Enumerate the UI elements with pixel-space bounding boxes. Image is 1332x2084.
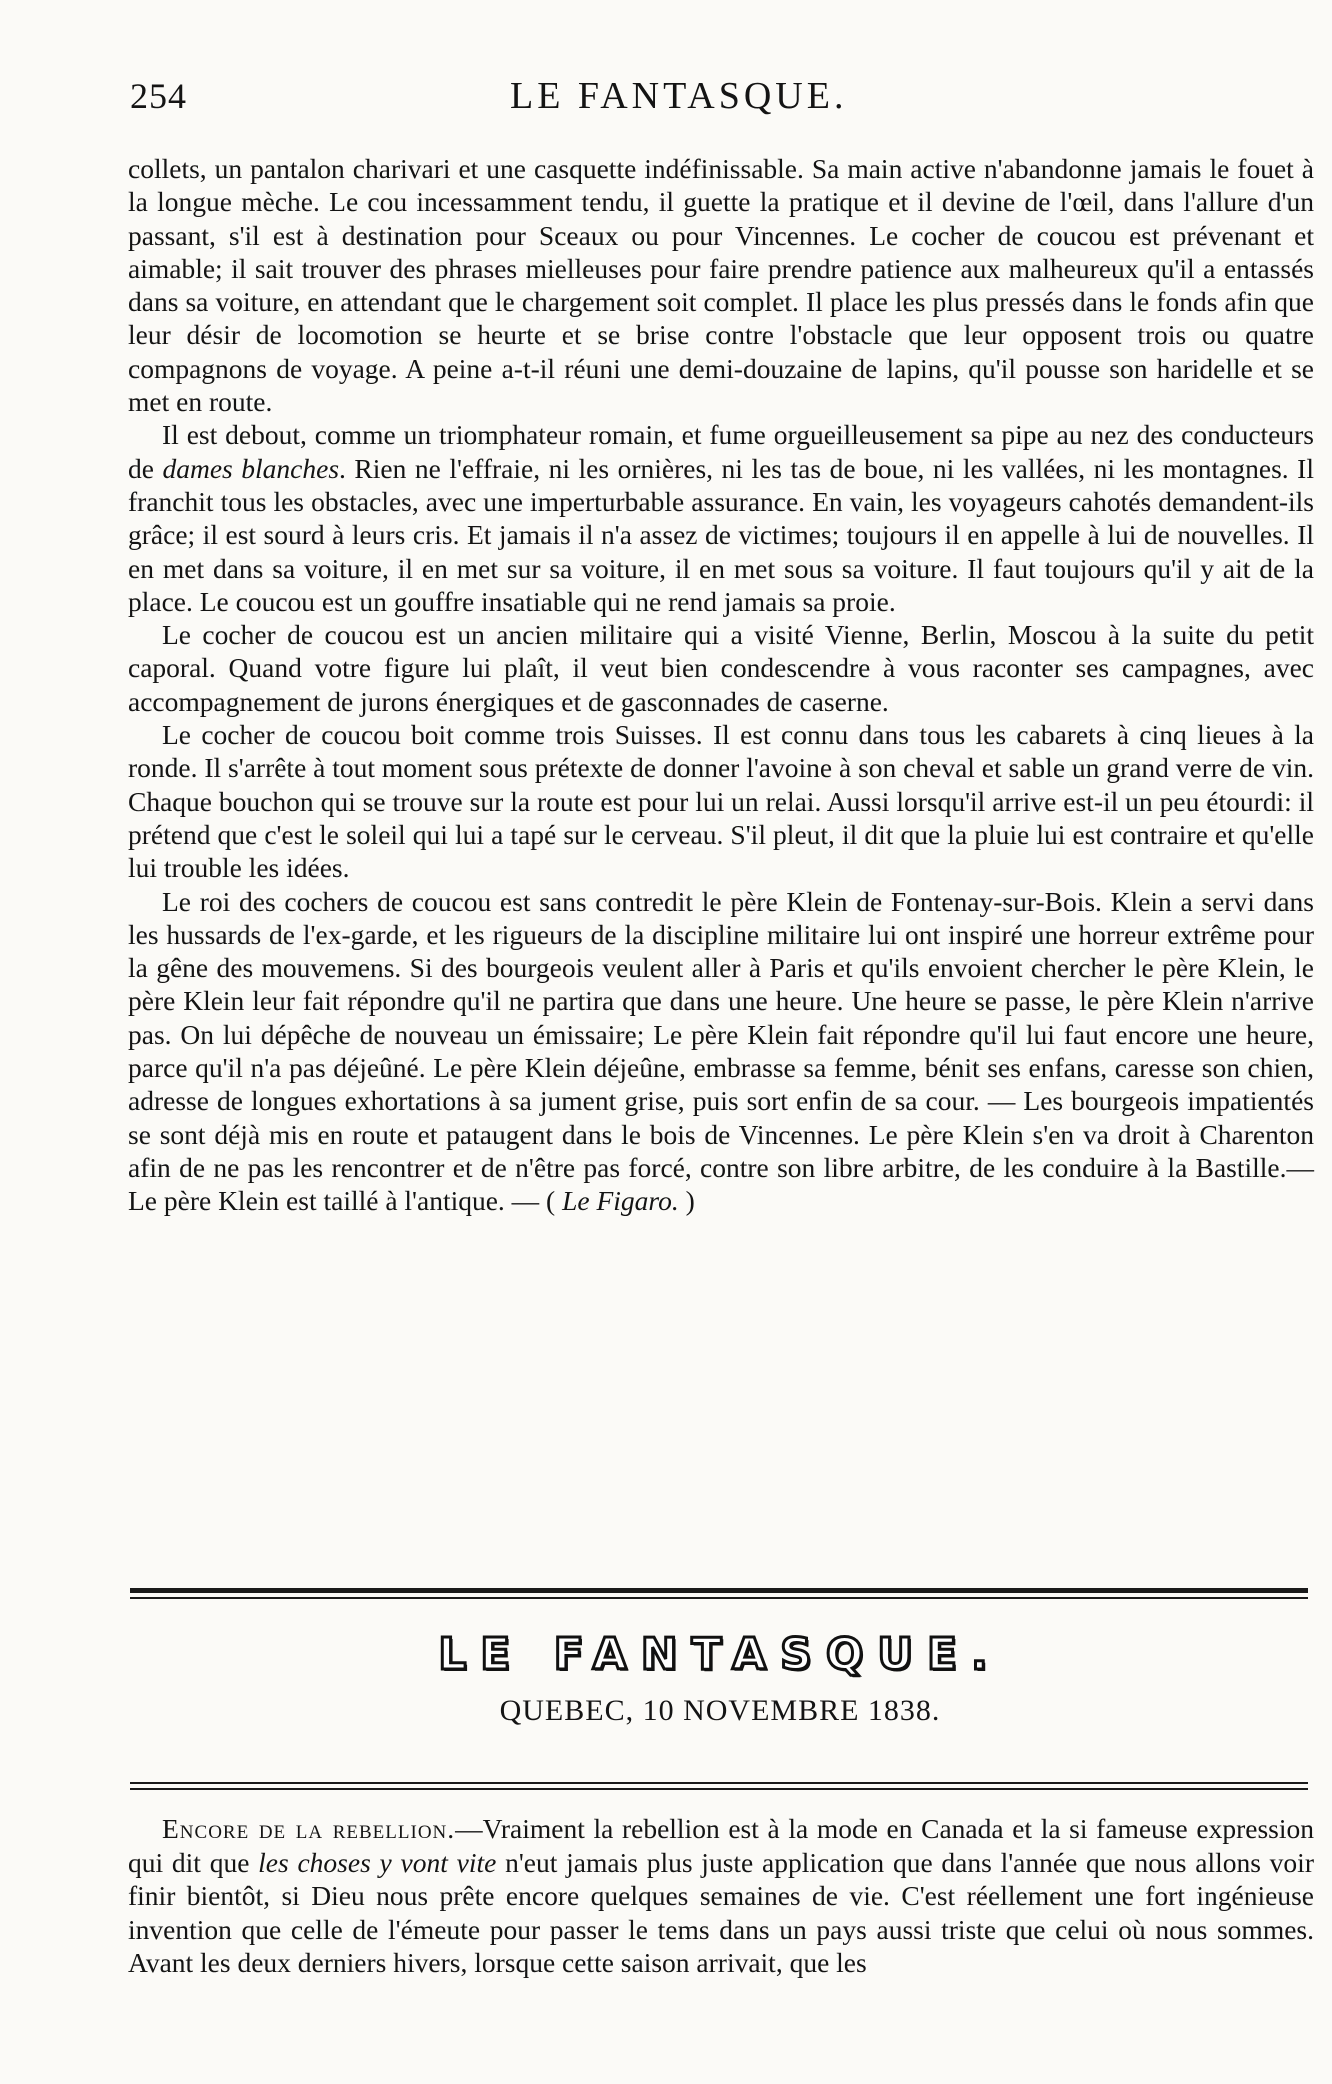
article-rebellion: [128, 1812, 1314, 1980]
article-body: —Vraiment la rebellion est à la mode en Canada et la si fameuse expression qui dit que les choses y vont vite n'eut jamais plus juste application que dans l'année que nous allons voir finir bientôt, si Dieu nous prête encore quelques semaines de vie. C'est réellement une fort ingénieuse invention que celle de l'émeute pour passer le tems dans un pays aussi triste que celui où nous sommes. Avant les deux derniers hivers, lorsque cette saison arrivait, que les: [128, 1813, 1314, 1979]
article-coucou: [128, 152, 1314, 1218]
italic-text: les choses y vont vite: [258, 1846, 497, 1878]
italic-text: Le Figaro.: [562, 1185, 679, 1217]
masthead: [130, 1628, 1310, 1730]
paragraph: Le cocher de coucou est un ancien militaire qui a visité Vienne, Berlin, Moscou à la suite du petit caporal. Quand votre figure lui plaît, il veut bien condescendre à vous raconter ses campagnes, avec accompagnement de jurons énergiques et de gasconnades de caserne.: [128, 619, 1314, 717]
paragraph: [128, 1812, 1314, 1980]
paragraph: Il est debout, comme un triomphateur romain, et fume orgueilleusement sa pipe au nez des conducteurs de dames blanches. Rien ne l'effraie, ni les ornières, ni les tas de boue, ni les vallées, ni les montagnes. Il franchit tous les obstacles, avec une imperturbable assurance. En vain, les voyageurs cahotés demandent-ils grâce; il est sourd à leurs cris. Et jamais il n'a assez de victimes; toujours il en appelle à lui de nouvelles. Il en met dans sa voiture, il en met sur sa voiture, il en met sous sa voiture. Il faut toujours qu'il y ait de la place. Le coucou est un gouffre insatiable qui ne rend jamais sa proie.: [128, 419, 1314, 617]
divider-thick-line: [130, 1588, 1308, 1593]
section-divider: [130, 1588, 1308, 1602]
page-header: [130, 72, 1310, 120]
italic-text: dames blanches: [162, 452, 340, 484]
paragraph: Le cocher de coucou boit comme trois Suisses. Il est connu dans tous les cabarets à cinq lieues à la ronde. Il s'arrête à tout moment sous prétexte de donner l'avoine à son cheval et sable un grand verre de vin. Chaque bouchon qui se trouve sur la route est pour lui un relai. Aussi lorsqu'il arrive est-il un peu étourdi: il prétend que c'est le soleil qui lui a tapé sur le cerveau. S'il pleut, il dit que la pluie lui est contraire et qu'elle lui trouble les idées.: [128, 719, 1314, 884]
masthead-rule: [130, 1782, 1308, 1792]
paragraph: collets, un pantalon charivari et une casquette indéfinissable. Sa main active n'abandonne jamais le fouet à la longue mèche. Le cou incessamment tendu, il guette la pratique et il devine de l'œil, dans l'allure d'un passant, s'il est à destination pour Sceaux ou pour Vincennes. Le cocher de coucou est prévenant et aimable; il sait trouver des phrases mielleuses pour faire prendre patience aux malheureux qu'il a entassés dans sa voiture, en attendant que le chargement soit complet. Il place les plus pressés dans le fonds afin que leur désir de locomotion se heurte et se brise contre l'obstacle que leur opposent trois ou quatre compagnons de voyage. A peine a-t-il réuni une demi-douzaine de lapins, qu'il pousse son haridelle et se met en route.: [128, 153, 1314, 418]
page-number: 254: [130, 76, 187, 116]
divider-thin-line: [130, 1597, 1308, 1599]
rule-line: [130, 1788, 1308, 1790]
dateline: QUEBEC, 10 NOVEMBRE 1838.: [499, 1694, 941, 1727]
article-lead: Encore de la rebellion.: [162, 1813, 456, 1844]
paragraph: Le roi des cochers de coucou est sans contredit le père Klein de Fontenay-sur-Bois. Klein a servi dans les hussards de l'ex-garde, et les rigueurs de la discipline militaire lui ont inspiré une horreur extrême pour la gêne des mouvemens. Si des bourgeois veulent aller à Paris et qu'ils envoient chercher le père Klein, le père Klein leur fait répondre qu'il ne partira que dans une heure. Une heure se passe, le père Klein n'arrive pas. On lui dépêche de nouveau un émissaire; Le père Klein fait répondre qu'il lui faut encore une heure, parce qu'il n'a pas déjeûné. Le père Klein déjeûne, embrasse sa femme, bénit ses enfans, caresse son chien, adresse de longues exhortations à sa jument grise, puis sort enfin de sa cour. — Les bourgeois impatientés se sont déjà mis en route et pataugent dans le bois de Vincennes. Le père Klein s'en va droit à Charenton afin de ne pas les rencontrer et de n'être pas forcé, contre son libre arbitre, de les conduire à la Bastille.—Le père Klein est taillé à l'antique. — ( Le Figaro. ): [128, 885, 1314, 1217]
running-title: LE FANTASQUE.: [510, 75, 848, 117]
masthead-title: LE FANTASQUE.: [438, 1629, 1002, 1680]
rule-line: [130, 1782, 1308, 1784]
